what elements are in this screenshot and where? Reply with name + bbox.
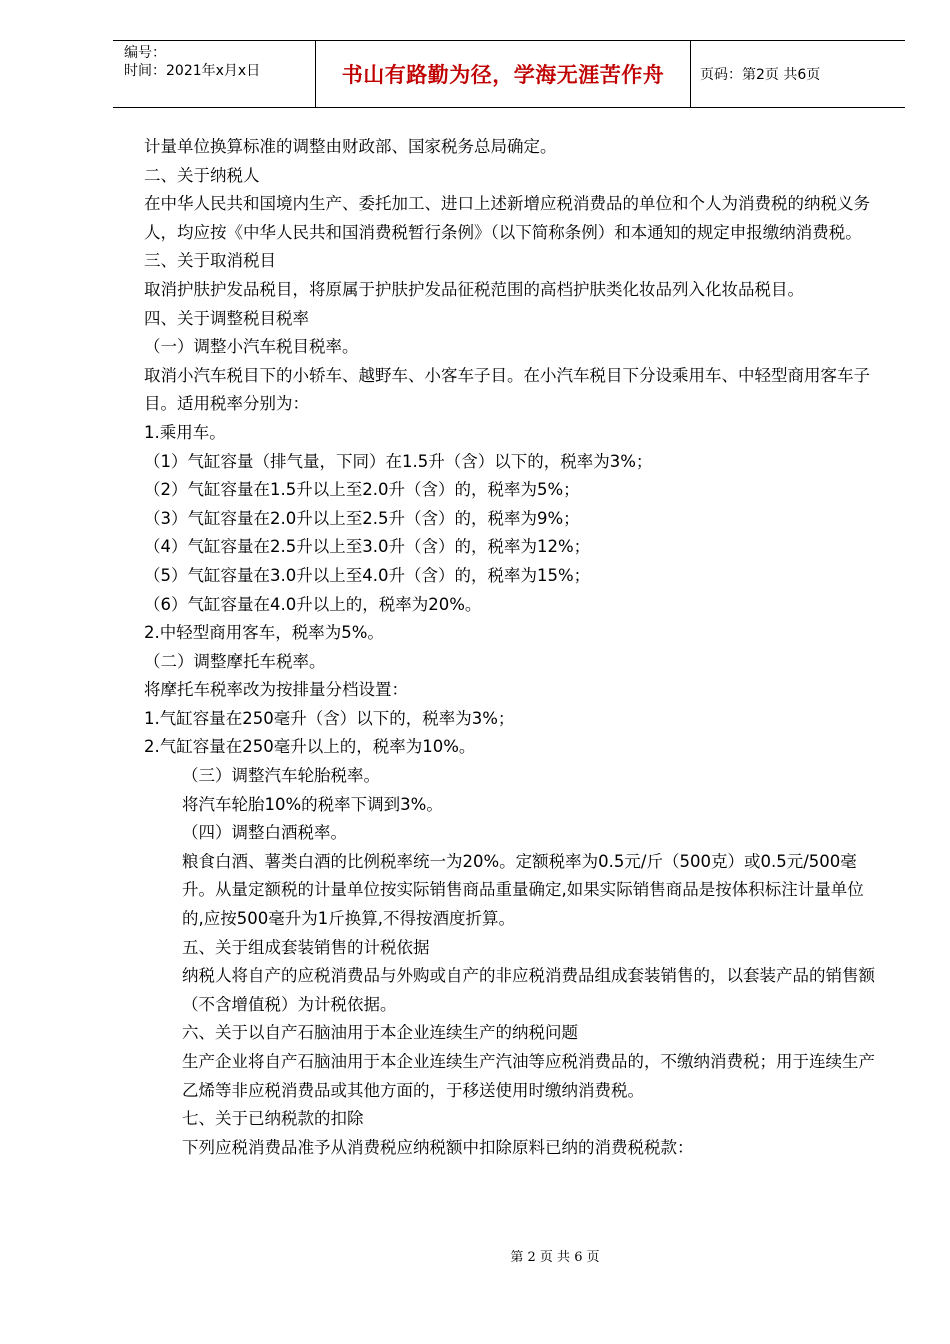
paragraph: （1）气缸容量（排气量，下同）在1.5升（含）以下的，税率为3%； [144,451,653,471]
paragraph: 粮食白酒、薯类白酒的比例税率统一为20%。定额税率为0.5元/斤（500克）或0.5元/500毫升。从量定额税的计量单位按实际销售商品重量确定,如果实际销售商品是按体积标注计量单位的,应按500毫升为1斤换算,不得按酒度折算。 [182,851,864,929]
paragraph: 取消小汽车税目下的小轿车、越野车、小客车子目。在小汽车税目下分设乘用车、中轻型商用客车子目。适用税率分别为： [144,365,870,414]
paragraph: 六、关于以自产石脑油用于本企业连续生产的纳税问题 [182,1023,578,1043]
paragraph: 1.气缸容量在250毫升（含）以下的，税率为3%； [144,708,515,728]
paragraph: 七、关于已纳税款的扣除 [182,1109,364,1129]
paragraph: 在中华人民共和国境内生产、委托加工、进口上述新增应税消费品的单位和个人为消费税的纳税义务人，均应按《中华人民共和国消费税暂行条例》（以下简称条例）和本通知的规定申报缴纳消费税。 [144,194,870,242]
paragraph: 1.乘用车。 [144,422,226,442]
paragraph: 将汽车轮胎10%的税率下调到3%。 [182,794,443,814]
header-number: 编号： [124,45,166,61]
paragraph: （三）调整汽车轮胎税率。 [182,766,380,786]
paragraph: 纳税人将自产的应税消费品与外购或自产的非应税消费品组成套装销售的，以套装产品的销售额（不含增值税）为计税依据。 [182,966,875,1014]
paragraph: （4）气缸容量在2.5升以上至3.0升（含）的，税率为12%； [144,537,591,557]
paragraph: 下列应税消费品准予从消费税应纳税额中扣除原料已纳的消费税税款： [182,1137,694,1157]
paragraph: 取消护肤护发品税目，将原属于护肤护发品征税范围的高档护肤类化妆品列入化妆品税目。 [144,279,804,299]
page-footer: 第 2 页 共 6 页 [510,1250,600,1265]
paragraph: 2.中轻型商用客车，税率为5%。 [144,623,384,643]
paragraph: （5）气缸容量在3.0升以上至4.0升（含）的，税率为15%； [144,565,591,585]
paragraph: （四）调整白酒税率。 [182,823,347,843]
document-header [113,40,905,108]
paragraph: 三、关于取消税目 [144,251,276,271]
paragraph: 将摩托车税率改为按排量分档设置： [144,680,408,700]
paragraph: 五、关于组成套装销售的计税依据 [182,937,430,957]
paragraph: （一）调整小汽车税目税率。 [144,337,359,357]
document-body [144,133,880,1162]
paragraph: 计量单位换算标准的调整由财政部、国家税务总局确定。 [144,137,557,156]
header-page-info: 页码：第2页 共6页 [700,67,821,83]
paragraph: 四、关于调整税目税率 [144,308,309,328]
header-time: 时间：2021年x月x日 [124,63,261,79]
header-meta [113,41,315,107]
header-motto: 书山有路勤为径，学海无涯苦作舟 [315,41,691,107]
paragraph: （二）调整摩托车税率。 [144,651,326,671]
paragraph: 二、关于纳税人 [144,165,260,185]
paragraph: （2）气缸容量在1.5升以上至2.0升（含）的，税率为5%； [144,480,580,500]
paragraph: （3）气缸容量在2.0升以上至2.5升（含）的，税率为9%； [144,508,580,528]
paragraph: 生产企业将自产石脑油用于本企业连续生产汽油等应税消费品的，不缴纳消费税；用于连续生产乙烯等非应税消费品或其他方面的，于移送使用时缴纳消费税。 [182,1052,875,1100]
paragraph: （6）气缸容量在4.0升以上的，税率为20%。 [144,594,482,614]
paragraph: 2.气缸容量在250毫升以上的，税率为10%。 [144,737,476,757]
